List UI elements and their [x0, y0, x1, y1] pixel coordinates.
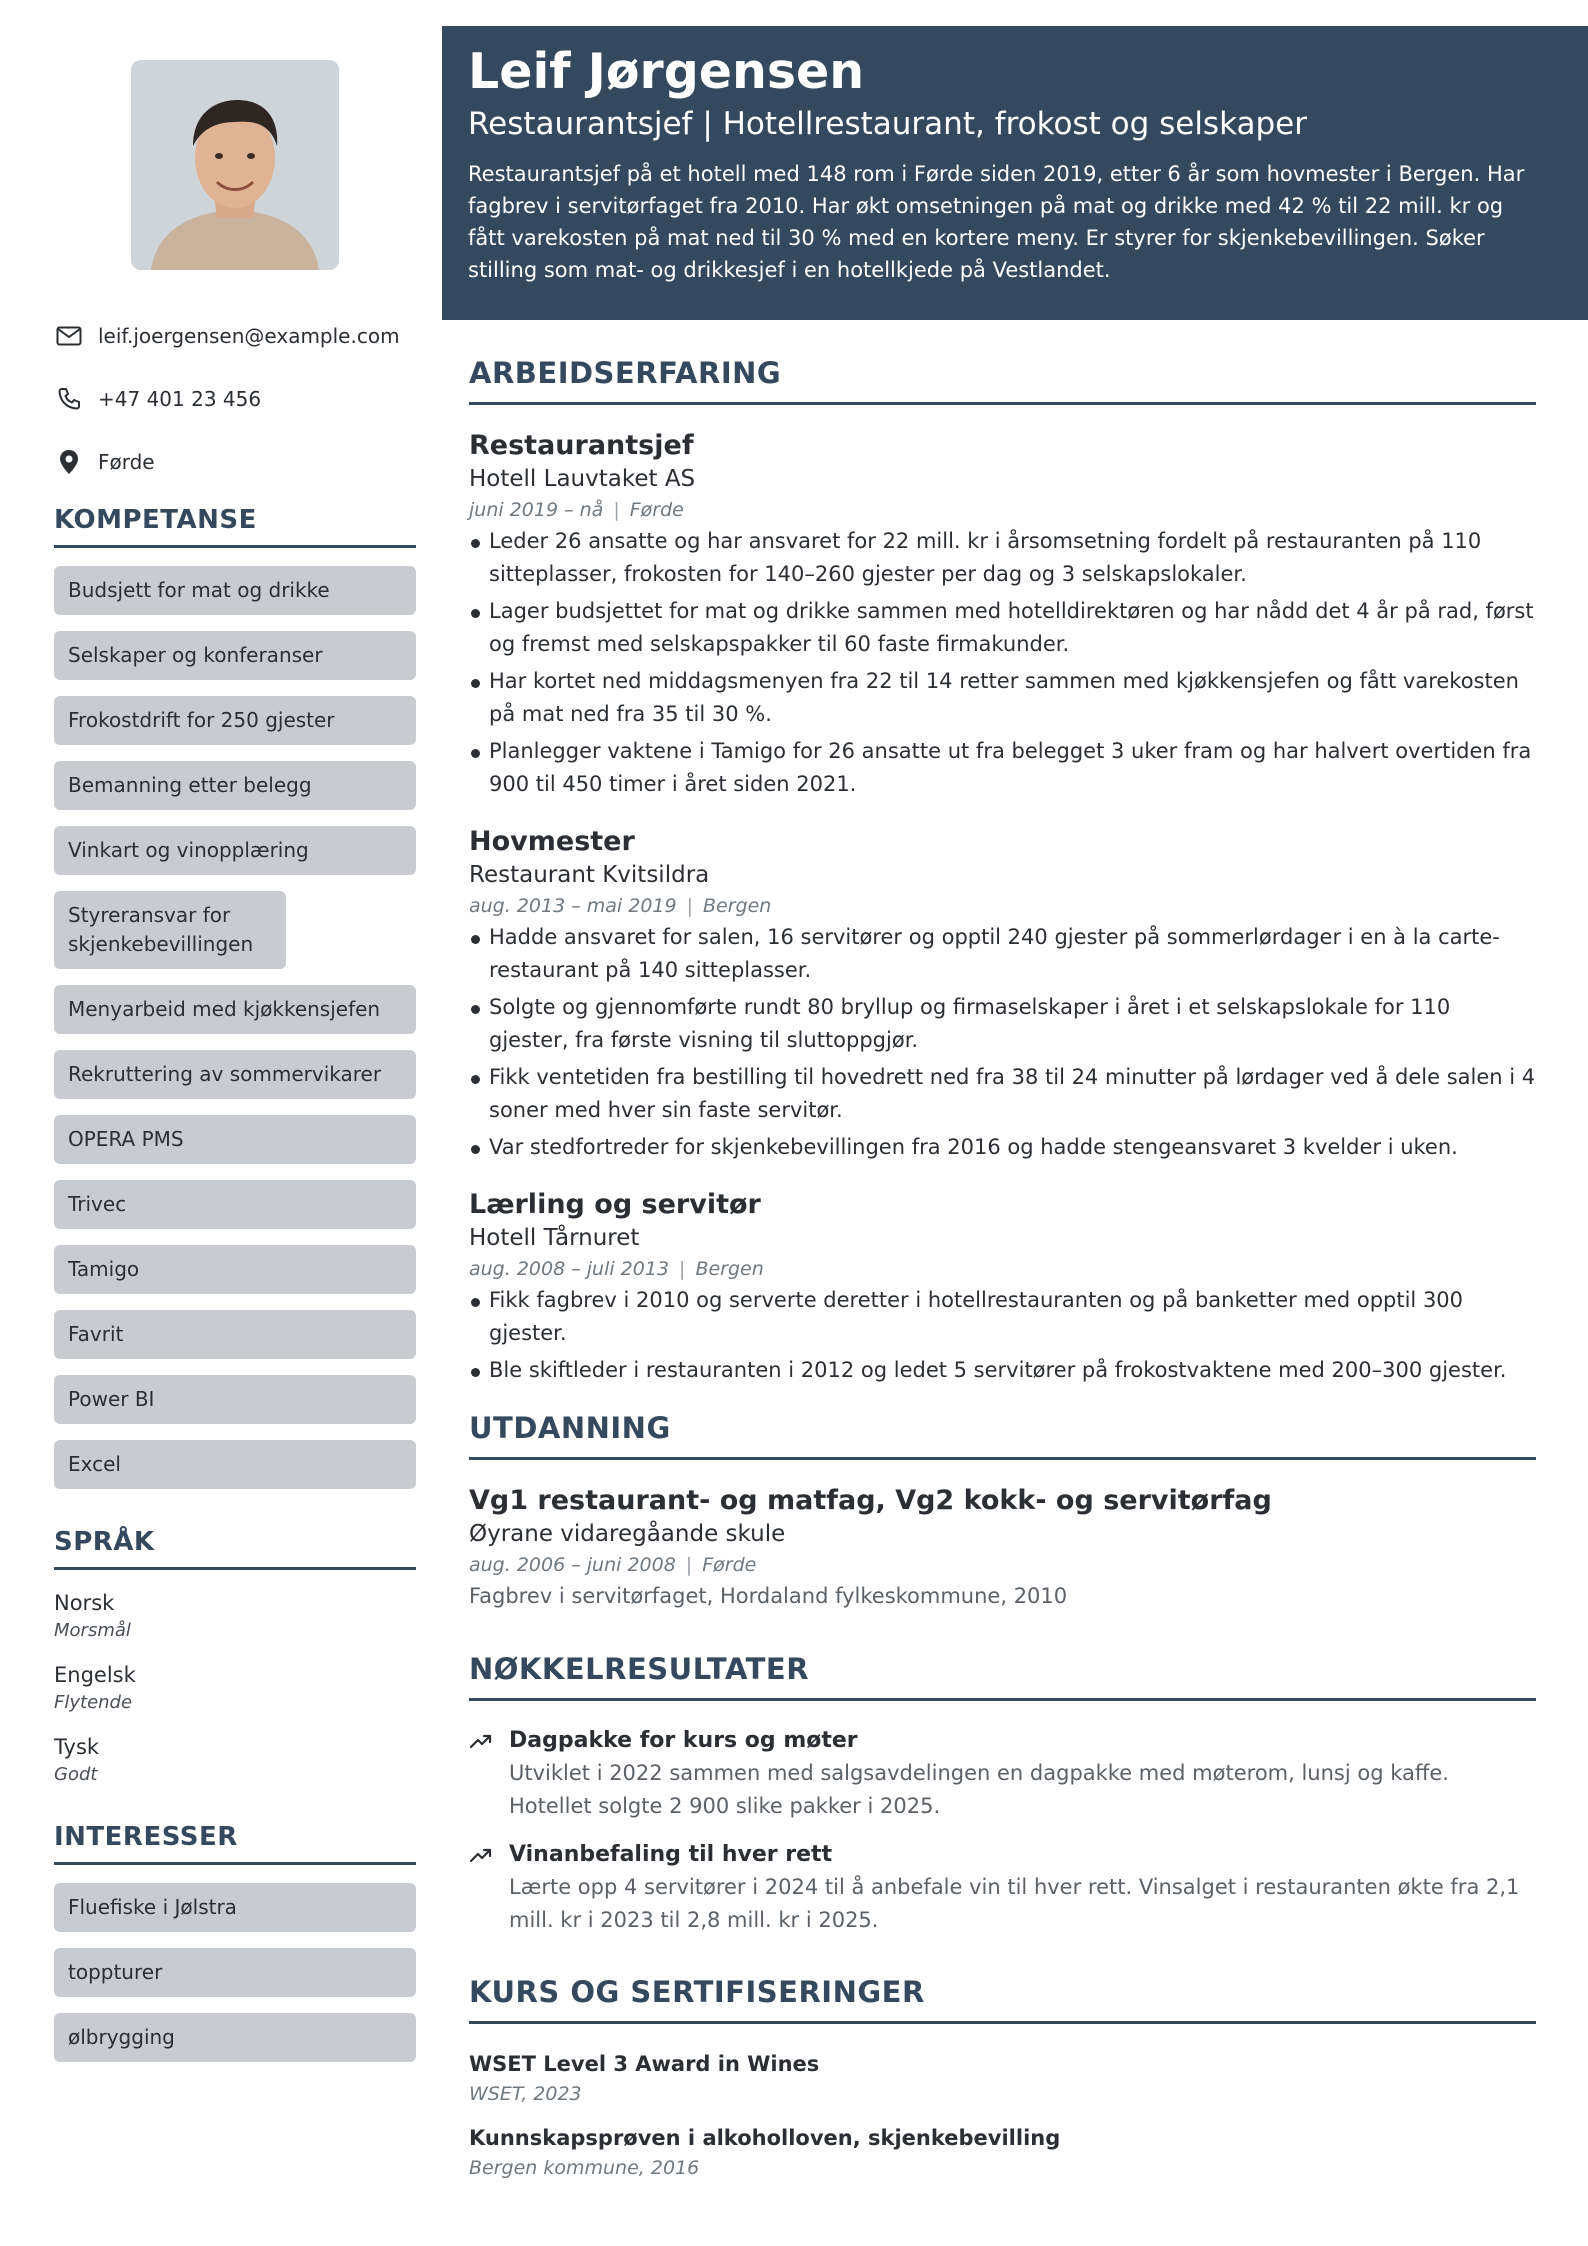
- trending-up-icon: [469, 1725, 509, 1823]
- skill-tag: Vinkart og vinopplæring: [54, 826, 416, 875]
- skills-section: [54, 505, 416, 1489]
- job-location: Bergen: [695, 1258, 764, 1280]
- main-content: [469, 356, 1536, 2196]
- languages-heading: SPRÅK: [54, 1527, 416, 1570]
- phone-icon: [54, 384, 84, 414]
- language-item: [54, 1588, 416, 1644]
- meta-separator: |: [679, 1258, 686, 1280]
- language-name: Norsk: [54, 1591, 115, 1615]
- candidate-name: Leif Jørgensen: [468, 43, 865, 100]
- profile-summary: Restaurantsjef på et hotell med 148 rom i Førde siden 2019, etter 6 år som hovmester i Bergen. Har fagbrev i servitørfaget fra 2010. Har økt omsetningen på mat og drikke med 42 % til 22 mill. kr og fått varekosten på mat ned til 30 % med en kortere meny. Er styrer for skjenkebevillingen. Søker stilling som mat- og drikkesjef i en hotellkjede på Vestlandet.: [468, 162, 1525, 282]
- job-bullet: Leder 26 ansatte og har ansvaret for 22 mill. kr i årsomsetning fordelt på restauranten på 110 sitteplasser, frokosten for 140–260 gjester per dag og 3 selskapslokaler.: [469, 525, 1536, 591]
- course-title: Kunnskapsprøven i alkoholloven, skjenkebevilling: [469, 2126, 1061, 2150]
- language-item: [54, 1660, 416, 1716]
- skill-tag: OPERA PMS: [54, 1115, 416, 1164]
- courses-section: [469, 1975, 1536, 2182]
- education-note: Fagbrev i servitørfaget, Hordaland fylkeskommune, 2010: [469, 1584, 1068, 1608]
- job-title: Lærling og servitør: [469, 1189, 761, 1220]
- candidate-headline: Restaurantsjef | Hotellrestaurant, frokost og selskaper: [468, 106, 1307, 142]
- experience-section: [469, 356, 1536, 1387]
- sidebar: [54, 60, 416, 2078]
- job-title: Hovmester: [469, 826, 635, 857]
- job-bullet: Fikk fagbrev i 2010 og serverte deretter i hotellrestauranten og på banketter med opptil 300 gjester.: [469, 1284, 1536, 1350]
- language-name: Engelsk: [54, 1663, 136, 1687]
- phone-text: +47 401 23 456: [98, 387, 262, 411]
- job-company: Hotell Lauvtaket AS: [469, 466, 696, 492]
- course-meta: WSET, 2023: [469, 2083, 582, 2105]
- results-heading: NØKKELRESULTATER: [469, 1652, 1536, 1701]
- job-dates: aug. 2013 – mai 2019: [469, 895, 677, 917]
- course-meta: Bergen kommune, 2016: [469, 2157, 700, 2179]
- skill-tag: Menyarbeid med kjøkkensjefen: [54, 985, 416, 1034]
- job-bullet: Planlegger vaktene i Tamigo for 26 ansatte ut fra belegget 3 uker fram og har halvert overtiden fra 900 til 450 timer i året siden 2021.: [469, 735, 1536, 801]
- school-name: Øyrane vidaregåande skule: [469, 1521, 786, 1547]
- result-title: Dagpakke for kurs og møter: [509, 1728, 858, 1753]
- skill-tag: Frokostdrift for 250 gjester: [54, 696, 416, 745]
- job-bullet: Fikk ventetiden fra bestilling til hovedrett ned fra 38 til 24 minutter på lørdager ved å dele salen i 4 soner med hver sin faste servitør.: [469, 1061, 1536, 1127]
- interest-tag: toppturer: [54, 1948, 416, 1997]
- contact-location: [54, 442, 416, 482]
- job-location: Bergen: [703, 895, 772, 917]
- job-company: Hotell Tårnuret: [469, 1225, 640, 1251]
- portrait-image: [131, 60, 339, 270]
- language-name: Tysk: [54, 1735, 100, 1759]
- degree-title: Vg1 restaurant- og matfag, Vg2 kokk- og servitørfag: [469, 1485, 1272, 1516]
- interests-heading: INTERESSER: [54, 1822, 416, 1865]
- skill-tag: Tamigo: [54, 1245, 416, 1294]
- job-bullet: Ble skiftleder i restauranten i 2012 og ledet 5 servitører på frokostvaktene med 200–300 gjester.: [469, 1354, 1536, 1387]
- language-level: Morsmål: [54, 1620, 131, 1641]
- languages-section: [54, 1527, 416, 1788]
- contact-phone[interactable]: [54, 379, 416, 419]
- job-dates: juni 2019 – nå: [469, 499, 604, 521]
- language-item: [54, 1732, 416, 1788]
- job-meta: [469, 495, 1536, 525]
- job-company: Restaurant Kvitsildra: [469, 862, 710, 888]
- profile-photo: [131, 60, 339, 270]
- job-meta: [469, 1254, 1536, 1284]
- job-meta: [469, 891, 1536, 921]
- education-heading: UTDANNING: [469, 1411, 1536, 1460]
- job-entry: [469, 429, 1536, 801]
- job-bullets: [469, 525, 1536, 801]
- education-location: Førde: [702, 1554, 757, 1576]
- contact-email[interactable]: [54, 316, 416, 356]
- skill-tag: Power BI: [54, 1375, 416, 1424]
- job-entry: [469, 1188, 1536, 1387]
- skill-tag: Trivec: [54, 1180, 416, 1229]
- results-section: [469, 1652, 1536, 1937]
- language-level: Flytende: [54, 1692, 133, 1713]
- skill-tag: Styreransvar for skjenkebevillingen: [54, 891, 286, 969]
- skill-tag: Bemanning etter belegg: [54, 761, 416, 810]
- job-bullet: Hadde ansvaret for salen, 16 servitører og opptil 240 gjester på sommerlørdager i en à la carte-restaurant på 140 sitteplasser.: [469, 921, 1536, 987]
- skill-tag: Excel: [54, 1440, 416, 1489]
- result-title: Vinanbefaling til hver rett: [509, 1842, 833, 1867]
- job-bullet: Lager budsjettet for mat og drikke sammen med hotelldirektøren og har nådd det 4 år på rad, først og fremst med selskapspakker til 60 faste firmakunder.: [469, 595, 1536, 661]
- job-location: Førde: [629, 499, 684, 521]
- contact-block: [54, 316, 416, 482]
- trending-up-icon: [469, 1839, 509, 1937]
- interests-section: [54, 1822, 416, 2062]
- education-section: [469, 1411, 1536, 1612]
- course-title: WSET Level 3 Award in Wines: [469, 2052, 820, 2076]
- job-bullets: [469, 921, 1536, 1164]
- skills-heading: KOMPETANSE: [54, 505, 416, 548]
- job-dates: aug. 2008 – juli 2013: [469, 1258, 670, 1280]
- job-bullets: [469, 1284, 1536, 1387]
- email-text: leif.joergensen@example.com: [98, 324, 400, 348]
- result-item: [469, 1839, 1536, 1937]
- interest-tag: Fluefiske i Jølstra: [54, 1883, 416, 1932]
- job-bullet: Har kortet ned middagsmenyen fra 22 til 14 retter sammen med kjøkkensjefen og fått varekosten på mat ned fra 35 til 30 %.: [469, 665, 1536, 731]
- envelope-icon: [54, 321, 84, 351]
- course-item: [469, 2048, 1536, 2108]
- language-level: Godt: [54, 1764, 98, 1785]
- skill-tag: Budsjett for mat og drikke: [54, 566, 416, 615]
- meta-separator: |: [613, 499, 620, 521]
- job-bullet: Solgte og gjennomførte rundt 80 bryllup og firmaselskaper i året i et selskapslokale for 110 gjester, fra første visning til sluttoppgjør.: [469, 991, 1536, 1057]
- header-banner: [442, 26, 1588, 320]
- education-dates: aug. 2006 – juni 2008: [469, 1554, 676, 1576]
- skill-tag: Rekruttering av sommervikarer: [54, 1050, 416, 1099]
- map-pin-icon: [54, 447, 84, 477]
- interest-tag: ølbrygging: [54, 2013, 416, 2062]
- experience-heading: ARBEIDSERFARING: [469, 356, 1536, 405]
- skill-tag: Selskaper og konferanser: [54, 631, 416, 680]
- result-description: Utviklet i 2022 sammen med salgsavdelingen en dagpakke med møterom, lunsj og kaffe. Hotellet solgte 2 900 slike pakker i 2025.: [509, 1761, 1449, 1818]
- result-item: [469, 1725, 1536, 1823]
- job-title: Restaurantsjef: [469, 430, 694, 461]
- skill-tag: Favrit: [54, 1310, 416, 1359]
- job-entry: [469, 825, 1536, 1164]
- courses-heading: KURS OG SERTIFISERINGER: [469, 1975, 1536, 2024]
- job-bullet: Var stedfortreder for skjenkebevillingen fra 2016 og hadde stengeansvaret 3 kvelder i uken.: [469, 1131, 1536, 1164]
- education-meta: [469, 1550, 1536, 1580]
- course-item: [469, 2122, 1536, 2182]
- location-text: Førde: [98, 450, 155, 474]
- result-description: Lærte opp 4 servitører i 2024 til å anbefale vin til hver rett. Vinsalget i restauranten økte fra 2,1 mill. kr i 2023 til 2,8 mill. kr i 2025.: [509, 1875, 1520, 1932]
- meta-separator: |: [685, 1554, 693, 1576]
- meta-separator: |: [686, 895, 693, 917]
